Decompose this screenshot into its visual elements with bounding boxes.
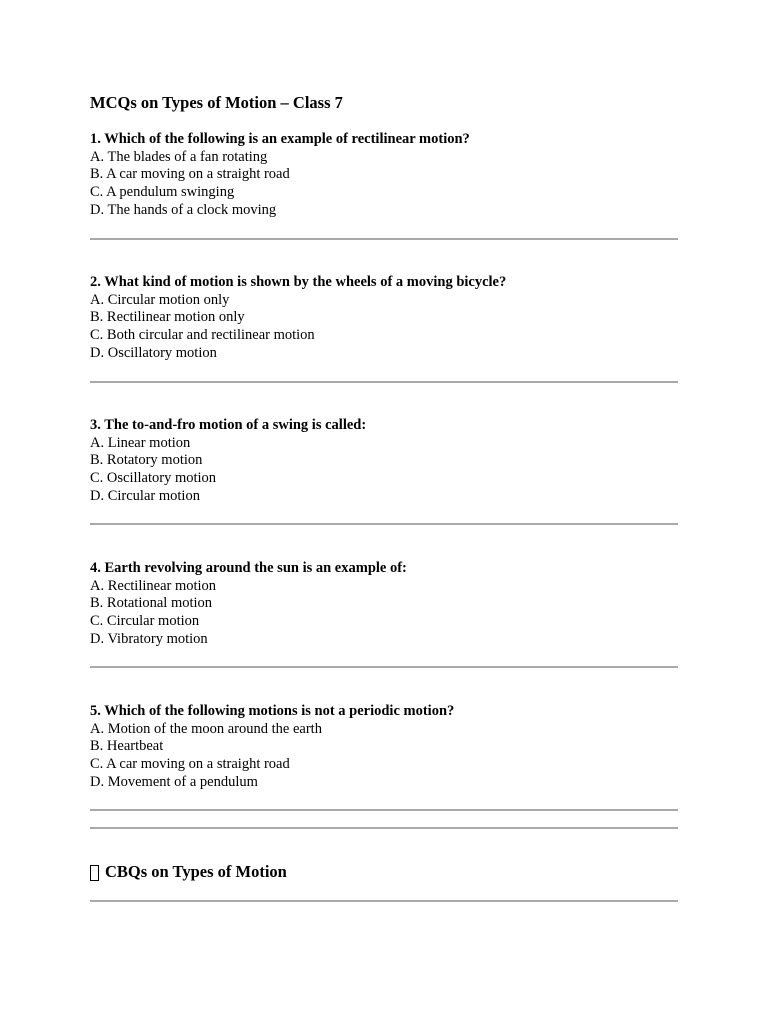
question-2 xyxy=(90,274,678,363)
option-c: C. A car moving on a straight road xyxy=(90,756,290,773)
question-3 xyxy=(90,417,678,506)
option-a: A. Circular motion only xyxy=(90,291,230,308)
question-1 xyxy=(90,131,678,220)
cbq-section-heading xyxy=(90,862,287,882)
option-b: B. Rotational motion xyxy=(90,595,213,612)
horizontal-rule xyxy=(90,381,678,383)
option-a: A. Linear motion xyxy=(90,434,191,451)
question-text: 5. Which of the following motions is not a periodic motion? xyxy=(90,703,455,719)
box-glyph-icon xyxy=(90,865,99,881)
option-d: D. The hands of a clock moving xyxy=(90,201,277,218)
option-c: C. Circular motion xyxy=(90,613,200,630)
question-text: 2. What kind of motion is shown by the wheels of a moving bicycle? xyxy=(90,274,507,290)
option-d: D. Oscillatory motion xyxy=(90,344,217,361)
option-c: C. Oscillatory motion xyxy=(90,470,217,487)
horizontal-rule xyxy=(90,238,678,240)
horizontal-rule xyxy=(90,666,678,668)
question-text: 1. Which of the following is an example of rectilinear motion? xyxy=(90,131,470,147)
option-a: A. Motion of the moon around the earth xyxy=(90,720,322,737)
cbq-heading-text: CBQs on Types of Motion xyxy=(105,862,287,881)
option-b: B. A car moving on a straight road xyxy=(90,166,290,183)
document-title: MCQs on Types of Motion – Class 7 xyxy=(90,93,343,112)
horizontal-rule xyxy=(90,809,678,811)
option-b: B. Rectilinear motion only xyxy=(90,309,245,326)
horizontal-rule xyxy=(90,827,678,829)
option-c: C. A pendulum swinging xyxy=(90,184,235,201)
horizontal-rule xyxy=(90,523,678,525)
question-text: 4. Earth revolving around the sun is an example of: xyxy=(90,560,407,576)
option-a: A. The blades of a fan rotating xyxy=(90,148,268,165)
option-b: B. Heartbeat xyxy=(90,738,164,755)
option-d: D. Vibratory motion xyxy=(90,630,208,647)
option-c: C. Both circular and rectilinear motion xyxy=(90,327,315,344)
question-4 xyxy=(90,560,678,649)
horizontal-rule xyxy=(90,900,678,902)
question-5 xyxy=(90,703,678,792)
option-a: A. Rectilinear motion xyxy=(90,577,217,594)
option-b: B. Rotatory motion xyxy=(90,452,203,469)
option-d: D. Circular motion xyxy=(90,487,200,504)
question-text: 3. The to-and-fro motion of a swing is called: xyxy=(90,417,367,433)
option-d: D. Movement of a pendulum xyxy=(90,773,258,790)
